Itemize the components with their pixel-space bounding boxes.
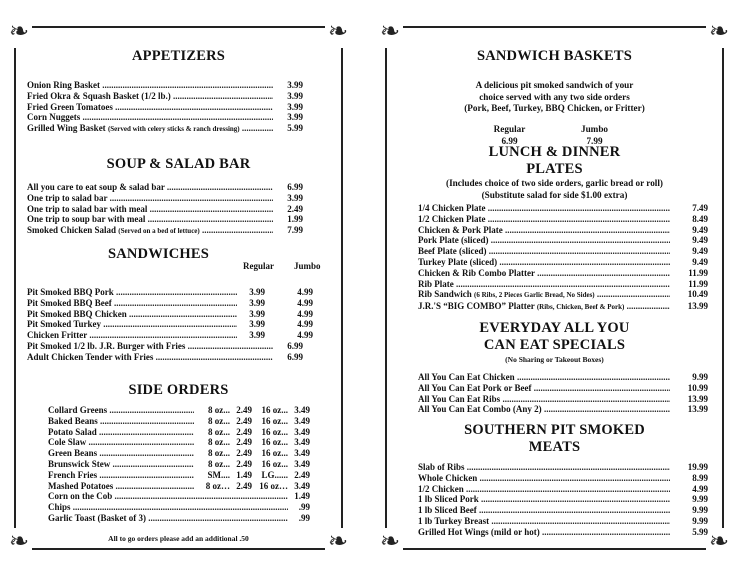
side-orders-list xyxy=(48,405,310,524)
ornament-icon: ❧ xyxy=(706,528,732,558)
section-title-plates: LUNCH & DINNER PLATES xyxy=(488,144,621,177)
menu-item: Pit Smoked Turkey ..... 3.99 4.99 xyxy=(27,319,327,330)
menu-item: 1/2 Chicken Plate ..... 8.49 xyxy=(418,214,708,225)
basket-description: A delicious pit smoked sandwich of your choice served with any two side orders (Pork, Beef, Turkey, BBQ Chicken, or Fritter) xyxy=(464,80,645,113)
menu-item: Adult Chicken Tender with Fries ..... 6.99 xyxy=(27,352,303,363)
menu-item: Collard Greens ..... 8 oz... 2.49 16 oz... 3.49 xyxy=(48,405,310,416)
ornament-icon: ❧ xyxy=(706,18,732,48)
menu-item: Grilled Hot Wings (mild or hot) ..... 5.99 xyxy=(418,527,708,538)
menu-item: Chicken & Rib Combo Platter ..... 11.99 xyxy=(418,268,708,279)
menu-item: Rib Plate ..... 11.99 xyxy=(418,279,708,290)
menu-item: Garlic Toast (Basket of 3) ..... .99 xyxy=(48,513,310,524)
menu-item: Baked Beans ..... 8 oz... 2.49 16 oz... 3.49 xyxy=(48,416,310,427)
menu-page-left xyxy=(8,19,349,555)
menu-item: Chicken Fritter ..... 3.99 4.99 xyxy=(27,330,327,341)
menu-item: One trip to soup bar with meal ..... 1.99 xyxy=(27,214,303,225)
section-title-smoked-meats: SOUTHERN PIT SMOKED MEATS xyxy=(464,422,645,455)
menu-item: J.R.'S “BIG COMBO” Platter (Ribs, Chicken, Beef & Pork) ..... 13.99 xyxy=(418,301,708,313)
menu-item: All You Can Eat Pork or Beef ..... 10.99 xyxy=(418,383,708,394)
menu-item: Turkey Plate (sliced) ..... 9.49 xyxy=(418,257,708,268)
menu-item: Corn on the Cob ..... 1.49 xyxy=(48,491,310,502)
menu-item: One trip to salad bar with meal ..... 2.49 xyxy=(27,204,303,215)
menu-item: Pit Smoked 1/2 lb. J.R. Burger with Fries ..... 6.99 xyxy=(27,341,303,352)
ornament-icon: ❧ xyxy=(6,528,32,558)
menu-item: 1 lb Sliced Pork ..... 9.99 xyxy=(418,494,708,505)
column-header-regular: Regular xyxy=(243,261,274,271)
menu-item: Corn Nuggets ..... 3.99 xyxy=(27,112,303,123)
menu-item: Fried Green Tomatoes ..... 3.99 xyxy=(27,102,303,113)
ornament-icon: ❧ xyxy=(325,528,351,558)
menu-item: 1 lb Turkey Breast ..... 9.99 xyxy=(418,516,708,527)
section-title-soup-salad: SOUP & SALAD BAR xyxy=(106,156,251,172)
menu-item: All you care to eat soup & salad bar ..... 6.99 xyxy=(27,182,303,193)
menu-item: Slab of Ribs ..... 19.99 xyxy=(418,462,708,473)
section-title-sandwiches: SANDWICHES xyxy=(107,246,210,262)
menu-item: Beef Plate (sliced) ..... 9.49 xyxy=(418,246,708,257)
appetizers-list xyxy=(27,80,303,135)
smoked-meats-list xyxy=(418,462,708,538)
menu-page-right xyxy=(379,19,730,555)
menu-item: Chips ..... .99 xyxy=(48,502,310,513)
menu-item: All You Can Eat Ribs ..... 13.99 xyxy=(418,394,708,405)
plates-list xyxy=(418,203,708,313)
menu-item: Green Beans ..... 8 oz... 2.49 16 oz... 3.49 xyxy=(48,448,310,459)
menu-item: Mashed Potatoes ..... 8 oz… 2.49 16 oz… 3.49 xyxy=(48,481,310,492)
menu-item: All You Can Eat Combo (Any 2) ..... 13.99 xyxy=(418,404,708,415)
menu-item: Smoked Chicken Salad (Served on a bed of lettuce) ..... 7.99 xyxy=(27,225,303,237)
to-go-footnote: All to go orders please add an additional .50 xyxy=(108,534,249,543)
sandwiches-list xyxy=(27,287,327,363)
column-header-jumbo: Jumbo xyxy=(294,261,321,271)
menu-item: 1/2 Chicken ..... 4.99 xyxy=(418,484,708,495)
all-you-can-eat-list xyxy=(418,372,708,415)
menu-item: 1/4 Chicken Plate ..... 7.49 xyxy=(418,203,708,214)
menu-item: French Fries ..... SM.... 1.49 LG...... 2.49 xyxy=(48,470,310,481)
menu-item: Fried Okra & Squash Basket (1/2 lb.) ..... 3.99 xyxy=(27,91,303,102)
menu-item: Pork Plate (sliced) ..... 9.49 xyxy=(418,235,708,246)
ornament-icon: ❧ xyxy=(6,18,32,48)
soup-salad-list xyxy=(27,182,303,237)
menu-item: Chicken & Pork Plate ..... 9.49 xyxy=(418,225,708,236)
menu-item: Grilled Wing Basket (Served with celery sticks & ranch dressing) ..... 5.99 xyxy=(27,123,303,135)
section-title-sandwich-baskets: SANDWICH BASKETS xyxy=(476,48,633,64)
section-title-appetizers: APPETIZERS xyxy=(131,48,226,64)
menu-item: Pit Smoked BBQ Beef ..... 3.99 4.99 xyxy=(27,298,327,309)
menu-item: All You Can Eat Chicken ..... 9.99 xyxy=(418,372,708,383)
ornament-icon: ❧ xyxy=(325,18,351,48)
menu-item: Rib Sandwich (6 Ribs, 2 Pieces Garlic Bread, No Sides) ..... 10.49 xyxy=(418,289,708,301)
menu-item: Onion Ring Basket ..... 3.99 xyxy=(27,80,303,91)
menu-item: Potato Salad ..... 8 oz... 2.49 16 oz... 3.49 xyxy=(48,427,310,438)
section-title-all-you-can-eat: EVERYDAY ALL YOU CAN EAT SPECIALS xyxy=(479,320,630,353)
section-title-side-orders: SIDE ORDERS xyxy=(128,382,229,398)
menu-item: One trip to salad bar ..... 3.99 xyxy=(27,193,303,204)
menu-item: Pit Smoked BBQ Chicken ..... 3.99 4.99 xyxy=(27,309,327,320)
all-you-can-eat-note: (No Sharing or Takeout Boxes) xyxy=(505,355,604,364)
menu-item: Cole Slaw ..... 8 oz... 2.49 16 oz... 3.49 xyxy=(48,437,310,448)
basket-regular: Regular 6.99 xyxy=(493,124,526,146)
menu-item: Brunswick Stew ..... 8 oz... 2.49 16 oz... 3.49 xyxy=(48,459,310,470)
menu-item: Pit Smoked BBQ Pork ..... 3.99 4.99 xyxy=(27,287,327,298)
menu-item: 1 lb Sliced Beef ..... 9.99 xyxy=(418,505,708,516)
menu-item: Whole Chicken ..... 8.99 xyxy=(418,473,708,484)
ornament-icon: ❧ xyxy=(377,528,403,558)
plates-notes: (Includes choice of two side orders, garlic bread or roll) (Substitute salad for side $1.00 extra) xyxy=(446,178,663,200)
ornament-icon: ❧ xyxy=(377,18,403,48)
basket-jumbo: Jumbo 7.99 xyxy=(580,124,609,146)
